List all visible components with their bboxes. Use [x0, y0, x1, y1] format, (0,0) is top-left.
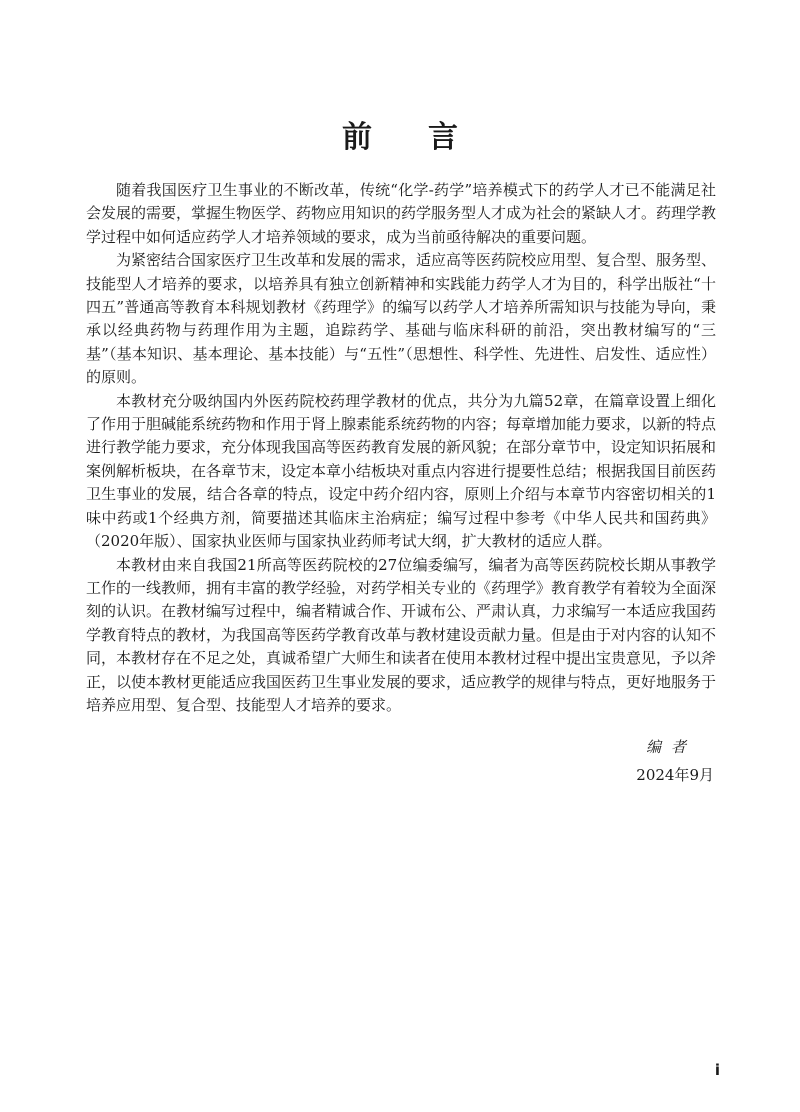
preface-body	[86, 179, 716, 717]
paragraph-1: 随着我国医疗卫生事业的不断改革，传统“化学-药学”培养模式下的药学人才已不能满足社会发展的需要，掌握生物医学、药物应用知识的药学服务型人才成为社会的紧缺人才。药理学教学过程中如何适应药学人才培养领域的要求，成为当前亟待解决的重要问题。	[86, 181, 717, 246]
page-title: 前言	[342, 120, 514, 155]
paragraph-2: 为紧密结合国家医疗卫生改革和发展的需求，适应高等医药院校应用型、复合型、服务型、技能型人才培养的要求，以培养具有独立创新精神和实践能力药学人才为目的，科学出版社“十四五”普通高等教育本科规划教材《药理学》的编写以药学人才培养所需知识与技能为导向，秉承以经典药物与药理作用为主题，追踪药学、基础与临床科研的前沿，突出教材编写的“三基”（基本知识、基本理论、基本技能）与“五性”（思想性、科学性、先进性、启发性、适应性）的原则。	[86, 251, 717, 387]
signature-block	[560, 735, 720, 787]
paragraph-3: 本教材充分吸纳国内外医药院校药理学教材的优点，共分为九篇52章，在篇章设置上细化了作用于胆碱能系统药物和作用于肾上腺素能系统药物的内容；每章增加能力要求，以新的特点进行教学能力要求，充分体现我国高等医药教育发展的新风貌；在部分章节中，设定知识拓展和案例解析板块，在各章节末，设定本章小结板块对重点内容进行提要性总结；根据我国目前医药卫生事业的发展，结合各章的特点，设定中药介绍内容，原则上介绍与本章节内容密切相关的1味中药或1个经典方剂，简要描述其临床主治病症；编写过程中参考《中华人民共和国药典》（2020年版）、国家执业医师与国家执业药师考试大纲，扩大教材的适应人群。	[86, 391, 717, 551]
signature-author: 编者	[645, 738, 696, 756]
paragraph-4: 本教材由来自我国21所高等医药院校的27位编委编写，编者为高等医药院校长期从事教学工作的一线教师，拥有丰富的教学经验，对药学相关专业的《药理学》教育教学有着较为全面深刻的认识。在教材编写过程中，编者精诚合作、开诚布公、严肃认真，力求编写一本适应我国药学教育特点的教材，为我国高等医药学教育改革与教材建设贡献力量。但是由于对内容的认知不同，本教材存在不足之处，真诚希望广大师生和读者在使用本教材过程中提出宝贵意见，予以斧正，以使本教材更能适应我国医药卫生事业发展的要求，适应教学的规律与特点，更好地服务于培养应用型、复合型、技能型人才培养的要求。	[86, 555, 717, 714]
signature-date: 2024年9月	[636, 766, 714, 784]
page-number: i	[714, 1061, 720, 1079]
